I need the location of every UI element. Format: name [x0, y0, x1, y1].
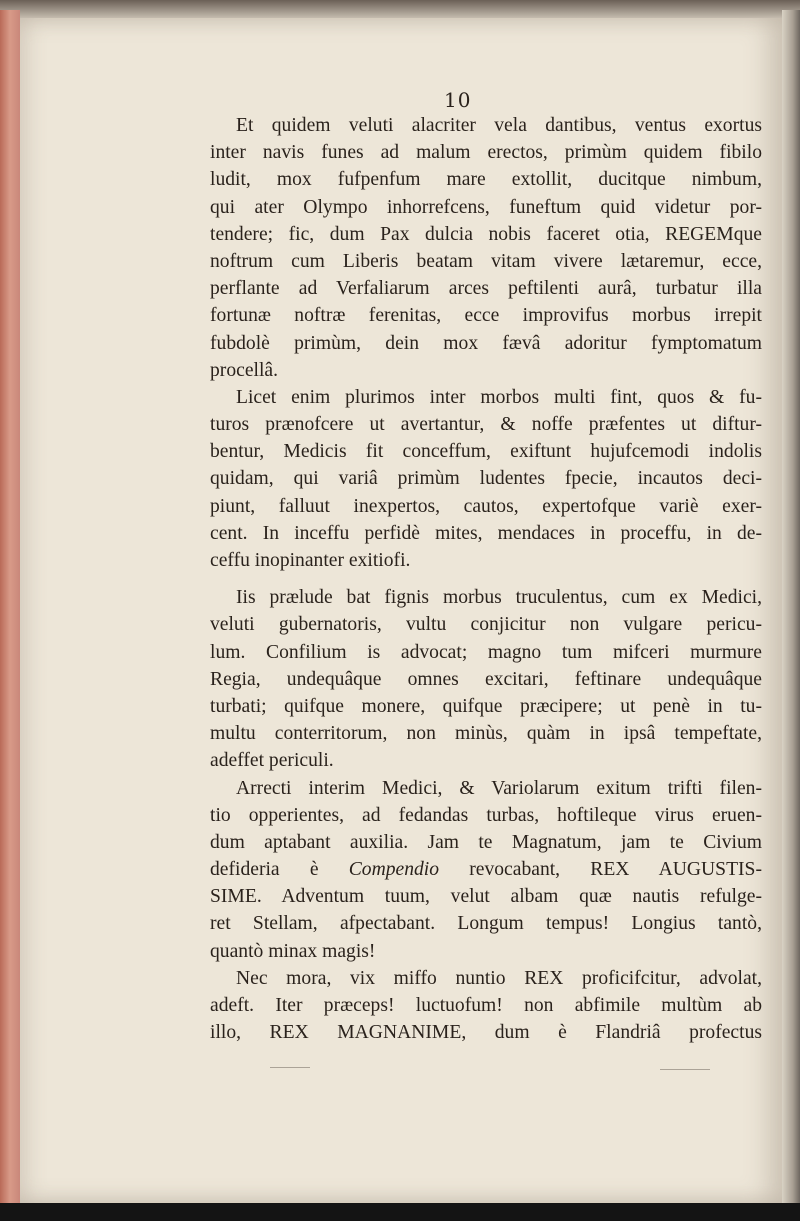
text-line: inter navis funes ad malum erectos, primùm quidem fibilo [210, 142, 762, 164]
page-body-text [210, 112, 762, 1046]
text-line: ludit, mox fufpenfum mare extollit, ducitque nimbum, [210, 169, 762, 191]
text-line: procellâ. [210, 359, 278, 381]
text-line: quidam, qui variâ primùm ludentes fpecie, incautos deci- [210, 468, 762, 490]
book-fore-edge [782, 10, 800, 1205]
text-line: multu conterritorum, non minùs, quàm in ipsâ tempeftate, [210, 723, 762, 745]
text-line: Iis prælude bat fignis morbus truculentus, cum ex Medici, [236, 587, 762, 609]
print-specks [250, 1055, 770, 1085]
text-line: Arrecti interim Medici, & Variolarum exitum trifti filen- [236, 777, 762, 799]
text-line: Regia, undequâque omnes excitari, feftinare undequâque [210, 668, 762, 690]
text-line: ret Stellam, afpectabant. Longum tempus! Longius tantò, [210, 913, 762, 935]
text-line: illo, REX MAGNANIME, dum è Flandriâ profectus [210, 1022, 762, 1044]
text-line: fortunæ noftræ ferenitas, ecce improvifus morbus irrepit [210, 305, 762, 327]
text-line: tio opperientes, ad fedandas turbas, hoftileque virus eruen- [210, 804, 762, 826]
text-line: bentur, Medicis fit conceffum, exiftunt hujufcemodi indolis [210, 441, 762, 463]
text-line: cent. In inceffu perfidè mites, mendaces in proceffu, in de- [210, 522, 762, 544]
book-top-edge [0, 0, 800, 20]
text-line: fubdolè primùm, dein mox fævâ adoritur fymptomatum [210, 332, 762, 354]
text-line: noftrum cum Liberis beatam vitam vivere lætaremur, ecce, [210, 250, 762, 272]
text-line: dum aptabant auxilia. Jam te Magnatum, jam te Civium [210, 831, 762, 853]
text-line: Et quidem veluti alacriter vela dantibus, ventus exortus [236, 115, 762, 136]
text-line: veluti gubernatoris, vultu conjicitur non vulgare pericu- [210, 614, 762, 636]
text-line: perflante ad Verfaliarum arces peftilenti aurâ, turbatur illa [210, 278, 762, 300]
text-line: quantò minax magis! [210, 940, 376, 962]
text-line: SIME. Adventum tuum, velut albam quæ nautis refulge- [210, 886, 762, 908]
text-line: adeft. Iter præceps! luctuofum! non abfimile multùm ab [210, 995, 762, 1016]
text-line: adeffet periculi. [210, 750, 334, 772]
text-line: turbati; quifque monere, quifque præcipere; ut penè in tu- [210, 695, 762, 717]
text-line: lum. Confilium is advocat; magno tum mifceri murmure [210, 641, 762, 663]
text-line: ceffu inopinanter exitiofi. [210, 550, 411, 571]
text-line: turos prænofcere ut avertantur, & noffe præfentes ut diftur- [210, 414, 762, 436]
text-line: piunt, falluut inexpertos, cautos, expertofque variè exer- [210, 495, 762, 517]
text-line: tendere; fic, dum Pax dulcia nobis faceret otia, REGEMque [210, 223, 762, 245]
page-number: 10 [444, 88, 472, 112]
text-line: Licet enim plurimos inter morbos multi fint, quos & fu- [236, 386, 762, 408]
text-line: defideria è Compendio revocabant, REX AUGUSTIS- [210, 859, 762, 881]
text-line: qui ater Olympo inhorrefcens, funeftum quid videtur por- [210, 196, 762, 218]
book-bottom-edge [0, 1203, 800, 1221]
text-line: Nec mora, vix miffo nuntio REX proficifcitur, advolat, [236, 967, 762, 989]
book-spine-edge [0, 10, 20, 1205]
